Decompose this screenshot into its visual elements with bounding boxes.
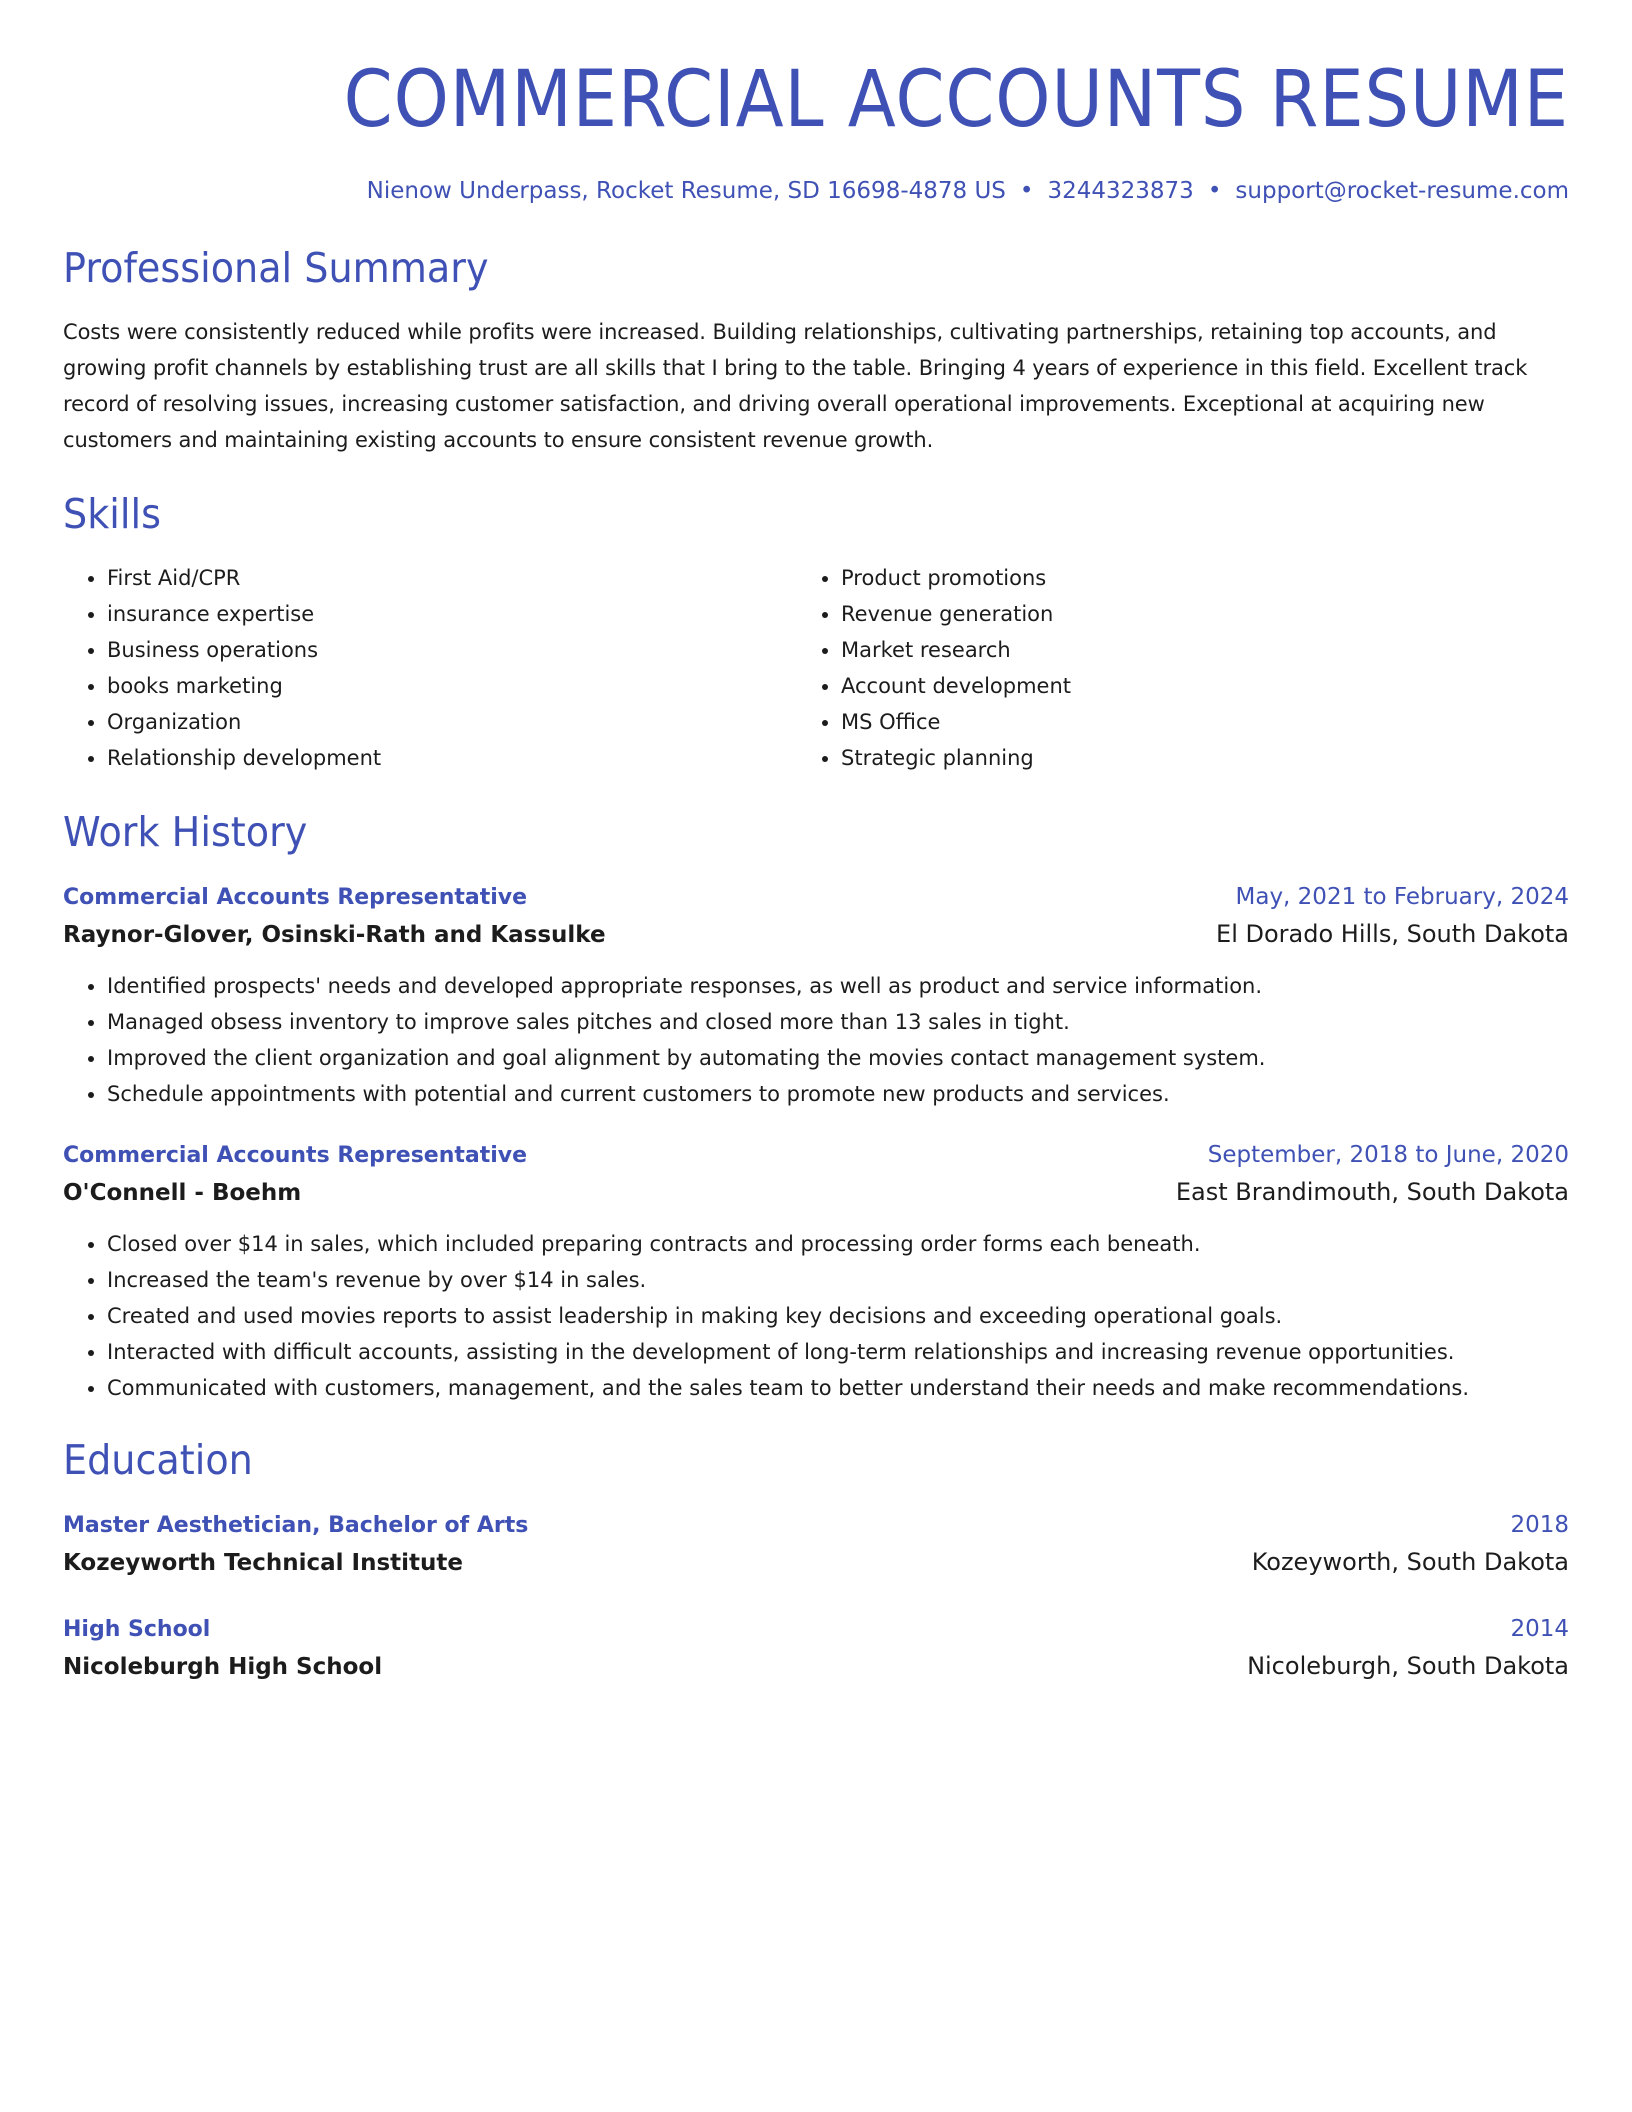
job-bullets bbox=[63, 1226, 1569, 1406]
job-company: O'Connell - Boehm bbox=[63, 1180, 302, 1206]
job-bullets bbox=[63, 968, 1569, 1112]
job-entry bbox=[63, 1138, 1569, 1406]
skills-heading: Skills bbox=[63, 490, 161, 538]
skills-list-left bbox=[63, 560, 797, 776]
skill-item: • Business operations bbox=[107, 632, 797, 668]
work-history-heading: Work History bbox=[63, 808, 308, 856]
education-degree-row bbox=[63, 1612, 1569, 1647]
summary-section bbox=[63, 242, 1569, 458]
job-company: Raynor-Glover, Osinski-Rath and Kassulke bbox=[63, 922, 606, 948]
education-year: 2014 bbox=[1510, 1616, 1569, 1642]
skill-item: • Market research bbox=[841, 632, 1541, 668]
education-entry bbox=[63, 1508, 1569, 1582]
job-dates: May, 2021 to February, 2024 bbox=[1235, 884, 1569, 910]
education-entry bbox=[63, 1612, 1569, 1686]
contact-line bbox=[63, 176, 1569, 206]
skill-item: • MS Office bbox=[841, 704, 1541, 740]
education-school-row bbox=[63, 1647, 1569, 1686]
job-title-row bbox=[63, 880, 1569, 915]
job-bullet: • Managed obsess inventory to improve sales pitches and closed more than 13 sales in tight. bbox=[107, 1004, 1569, 1040]
skills-columns bbox=[63, 560, 1569, 776]
job-location: El Dorado Hills, South Dakota bbox=[1216, 920, 1569, 948]
education-location: Nicoleburgh, South Dakota bbox=[1247, 1652, 1569, 1680]
education-location: Kozeyworth, South Dakota bbox=[1251, 1548, 1569, 1576]
skills-section bbox=[63, 488, 1569, 776]
contact-separator: • bbox=[1019, 178, 1034, 204]
education-heading: Education bbox=[63, 1436, 253, 1484]
job-role: Commercial Accounts Representative bbox=[63, 885, 528, 910]
job-company-row bbox=[63, 915, 1569, 954]
skill-item: • Organization bbox=[107, 704, 797, 740]
education-degree: Master Aesthetician, Bachelor of Arts bbox=[63, 1513, 529, 1538]
resume-title: COMMERCIAL ACCOUNTS RESUME bbox=[343, 55, 1569, 145]
resume-header bbox=[63, 52, 1569, 206]
job-bullet: • Identified prospects' needs and developed appropriate responses, as well as product and service information. bbox=[107, 968, 1569, 1004]
job-location: East Brandimouth, South Dakota bbox=[1175, 1178, 1569, 1206]
contact-separator: • bbox=[1207, 178, 1222, 204]
skill-item: • Account development bbox=[841, 668, 1541, 704]
skill-item: • Strategic planning bbox=[841, 740, 1541, 776]
job-role: Commercial Accounts Representative bbox=[63, 1143, 528, 1168]
job-bullet: • Increased the team's revenue by over $14 in sales. bbox=[107, 1262, 1569, 1298]
education-year: 2018 bbox=[1510, 1512, 1569, 1538]
summary-heading: Professional Summary bbox=[63, 244, 489, 292]
job-bullet: • Communicated with customers, management, and the sales team to better understand their needs and make recommendations. bbox=[107, 1370, 1569, 1406]
summary-text: Costs were consistently reduced while profits were increased. Building relationships, cultivating partnerships, retaining top accounts, and growing profit channels by establishing trust are all skills that I bring to the table. Bringing 4 years of experience in this field. Excellent track record of resolving issues, increasing customer satisfaction, and driving overall operational improvements. Exceptional at acquiring new customers and maintaining existing accounts to ensure consistent revenue growth. bbox=[63, 320, 1528, 452]
skill-item: • Revenue generation bbox=[841, 596, 1541, 632]
education-school: Nicoleburgh High School bbox=[63, 1654, 383, 1680]
skill-item: • insurance expertise bbox=[107, 596, 797, 632]
job-title-row bbox=[63, 1138, 1569, 1173]
skills-list-right bbox=[797, 560, 1541, 776]
work-history-section bbox=[63, 806, 1569, 1406]
skill-item: • Relationship development bbox=[107, 740, 797, 776]
education-school: Kozeyworth Technical Institute bbox=[63, 1550, 463, 1576]
job-bullet: • Created and used movies reports to assist leadership in making key decisions and exceeding operational goals. bbox=[107, 1298, 1569, 1334]
job-bullet: • Schedule appointments with potential and current customers to promote new products and services. bbox=[107, 1076, 1569, 1112]
job-bullet: • Interacted with difficult accounts, assisting in the development of long-term relationships and increasing revenue opportunities. bbox=[107, 1334, 1569, 1370]
job-dates: September, 2018 to June, 2020 bbox=[1207, 1142, 1569, 1168]
contact-phone: 3244323873 bbox=[1047, 178, 1194, 204]
job-entry bbox=[63, 880, 1569, 1112]
skill-item: • books marketing bbox=[107, 668, 797, 704]
education-section bbox=[63, 1434, 1569, 1686]
job-company-row bbox=[63, 1173, 1569, 1212]
skill-item: • First Aid/CPR bbox=[107, 560, 797, 596]
education-degree-row bbox=[63, 1508, 1569, 1543]
skill-item: • Product promotions bbox=[841, 560, 1541, 596]
education-degree: High School bbox=[63, 1617, 211, 1642]
job-bullet: • Closed over $14 in sales, which included preparing contracts and processing order forms each beneath. bbox=[107, 1226, 1569, 1262]
job-bullet: • Improved the client organization and goal alignment by automating the movies contact management system. bbox=[107, 1040, 1569, 1076]
contact-address: Nienow Underpass, Rocket Resume, SD 16698-4878 US bbox=[366, 178, 1006, 204]
education-school-row bbox=[63, 1543, 1569, 1582]
contact-email[interactable]: support@rocket-resume.com bbox=[1235, 178, 1569, 204]
